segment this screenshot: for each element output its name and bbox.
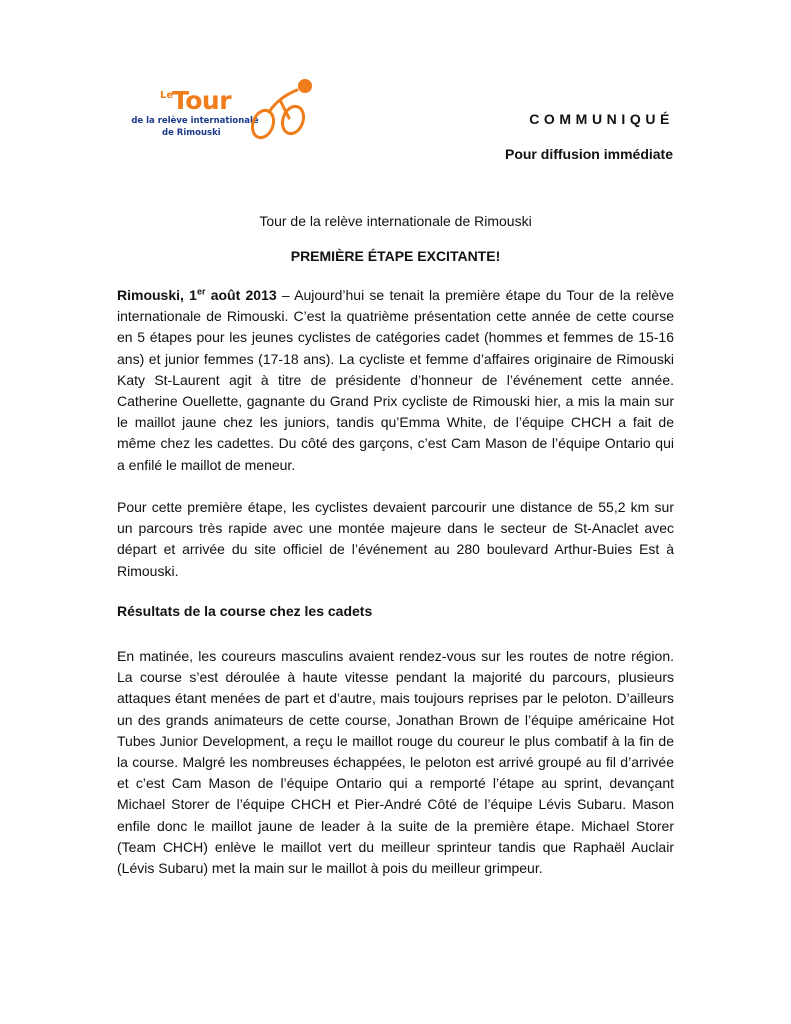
- event-name: Tour de la relève internationale de Rimouski: [259, 213, 532, 229]
- logo-tour: Tour: [172, 86, 232, 115]
- intro-text: – Aujourd’hui se tenait la première étape du Tour de la relève internationale de Rimouski. C’est la quatrième présentation cette année de cette course en 5 étapes pour les jeunes cyclistes de catégories cadet (hommes et femmes de 15-16 ans) et junior femmes (17-18 ans). La cycliste et femme d’affaires originaire de Rimouski Katy St-Laurent agit à titre de présidente d’honneur de l’événement cette année. Catherine Ouellette, gagnante du Grand Prix cycliste de Rimouski hier, a mis la main sur le maillot jaune chez les juniors, tandis qu’Emma White, de l’équipe CHCH a fait de même chez les cadettes. Du côté des garçons, c’est Cam Mason de l’équipe Ontario qui a enfilé le maillot de meneur.: [117, 287, 674, 473]
- section-title-cadets: Résultats de la course chez les cadets: [117, 603, 373, 619]
- release-notice: Pour diffusion immédiate: [504, 146, 673, 162]
- dateline: Rimouski, 1er août 2013: [117, 286, 277, 303]
- logo-le: Le: [160, 90, 174, 101]
- logo-wordmark: [122, 70, 257, 150]
- logo-city: de Rimouski: [162, 128, 221, 138]
- headline: PREMIÈRE ÉTAPE EXCITANTE!: [290, 248, 501, 264]
- cyclist-icon: [247, 76, 317, 142]
- logo-subtitle: de la relève internationale: [131, 116, 259, 126]
- intro-paragraph: [117, 285, 674, 476]
- communique-label: COMMUNIQUÉ: [529, 111, 674, 127]
- results-paragraph: En matinée, les coureurs masculins avaient rendez-vous sur les routes de notre région. La course s’est déroulée à haute vitesse pendant la majorité du parcours, plusieurs attaques étant menées de part et d’autre, mais toujours reprises par le peloton. D’ailleurs un des grands animateurs de cette course, Jonathan Brown de l’équipe américaine Hot Tubes Junior Development, a reçu le maillot rouge du coureur le plus combatif à la fin de la course. Malgré les nombreuses échappées, le peloton est arrivé groupé au fil d’arrivée et c’est Cam Mason de l’équipe Ontario qui a remporté l’étape au sprint, devançant Michael Storer de l’équipe CHCH et Pier-André Côté de l’équipe Lévis Subaru. Mason enfile donc le maillot jaune de leader à la suite de la première étape. Michael Storer (Team CHCH) enlève le maillot vert du meilleur sprinteur tandis que Raphaël Auclair (Lévis Subaru) met la main sur le maillot à pois du meilleur grimpeur.: [117, 648, 674, 877]
- route-paragraph: Pour cette première étape, les cyclistes devaient parcourir une distance de 55,2 km sur un parcours très rapide avec une montée majeure dans le secteur de St-Anaclet avec départ et arrivée du site officiel de l’événement au 280 boulevard Arthur-Buies Est à Rimouski.: [117, 499, 674, 579]
- tour-logo: [122, 70, 327, 150]
